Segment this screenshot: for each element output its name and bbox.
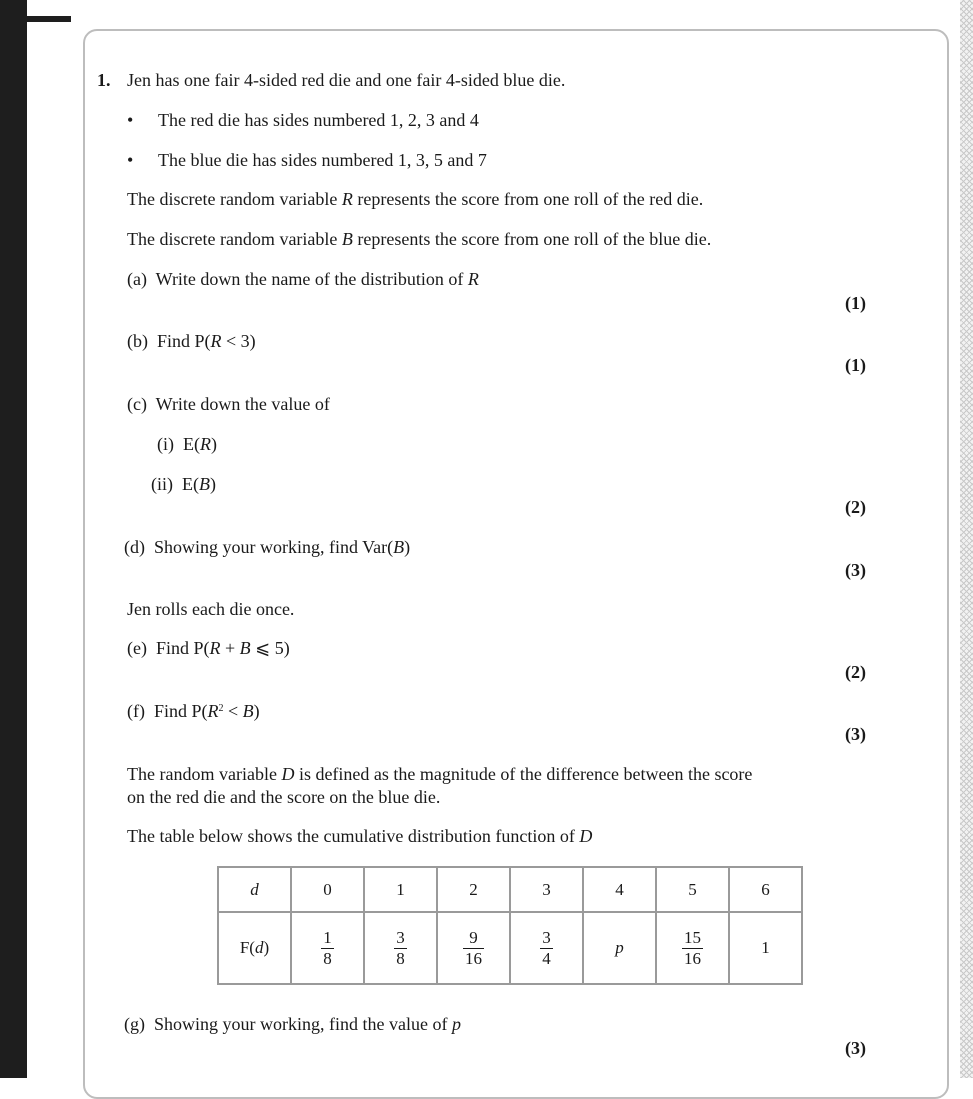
r-definition: The discrete random variable R represents the score from one roll of the red die. (127, 189, 704, 209)
header-fd: F(d) (218, 912, 291, 984)
cdf-table (217, 866, 803, 985)
part-b: (b) Find P(R < 3) (127, 331, 256, 351)
marks-a: (1) (845, 293, 866, 313)
bullet-red-die: The red die has sides numbered 1, 2, 3 and 4 (158, 110, 479, 130)
marks-e: (2) (845, 662, 866, 682)
question-number: 1. (97, 70, 111, 90)
f-value-p: p (583, 912, 656, 984)
marks-f: (3) (845, 724, 866, 744)
part-d: (d) Showing your working, find Var(B) (124, 537, 411, 557)
f-value: $\frac{15}{16}$ (656, 912, 729, 984)
f-value: $\frac{3}{4}$ (510, 912, 583, 984)
part-c-ii: (ii) E(B) (151, 474, 216, 494)
part-f: (f) Find $P(R^2 < B)$ (127, 701, 260, 721)
f-value: 1 (729, 912, 802, 984)
d-value: 2 (437, 867, 510, 912)
bullet-dot: • (127, 150, 134, 170)
table-intro: The table below shows the cumulative distribution function of D (127, 826, 593, 846)
rolls-statement: Jen rolls each die once. (127, 599, 295, 619)
marks-b: (1) (845, 355, 866, 375)
bullet-dot: • (127, 110, 134, 130)
table-row-fd (218, 912, 802, 984)
d-definition-line1: The random variable D is defined as the magnitude of the difference between the score (127, 764, 753, 784)
header-d: d (218, 867, 291, 912)
f-value: $\frac{9}{16}$ (437, 912, 510, 984)
top-dash (27, 16, 71, 22)
question-intro: Jen has one fair 4-sided red die and one fair 4-sided blue die. (127, 70, 566, 90)
d-value: 1 (364, 867, 437, 912)
left-edge-bar (0, 0, 27, 1078)
part-e: (e) Find P(R + B ⩽ 5) (127, 638, 290, 658)
d-value: 3 (510, 867, 583, 912)
b-definition: The discrete random variable B represents the score from one roll of the blue die. (127, 229, 712, 249)
f-value: $\frac{3}{8}$ (364, 912, 437, 984)
part-g: (g) Showing your working, find the value of p (124, 1014, 461, 1034)
part-c-i: (i) E(R) (157, 434, 217, 454)
part-a: (a) Write down the name of the distribution of R (127, 269, 479, 289)
d-value: 5 (656, 867, 729, 912)
d-value: 6 (729, 867, 802, 912)
bullet-blue-die: The blue die has sides numbered 1, 3, 5 and 7 (158, 150, 487, 170)
marks-d: (3) (845, 560, 866, 580)
f-value: $\frac{1}{8}$ (291, 912, 364, 984)
scrollbar-track[interactable] (960, 0, 973, 1078)
d-definition-line2: on the red die and the score on the blue die. (127, 787, 441, 807)
d-value: 4 (583, 867, 656, 912)
marks-g: (3) (845, 1038, 866, 1058)
d-value: 0 (291, 867, 364, 912)
table-row-d (218, 867, 802, 912)
part-c: (c) Write down the value of (127, 394, 330, 414)
marks-c: (2) (845, 497, 866, 517)
